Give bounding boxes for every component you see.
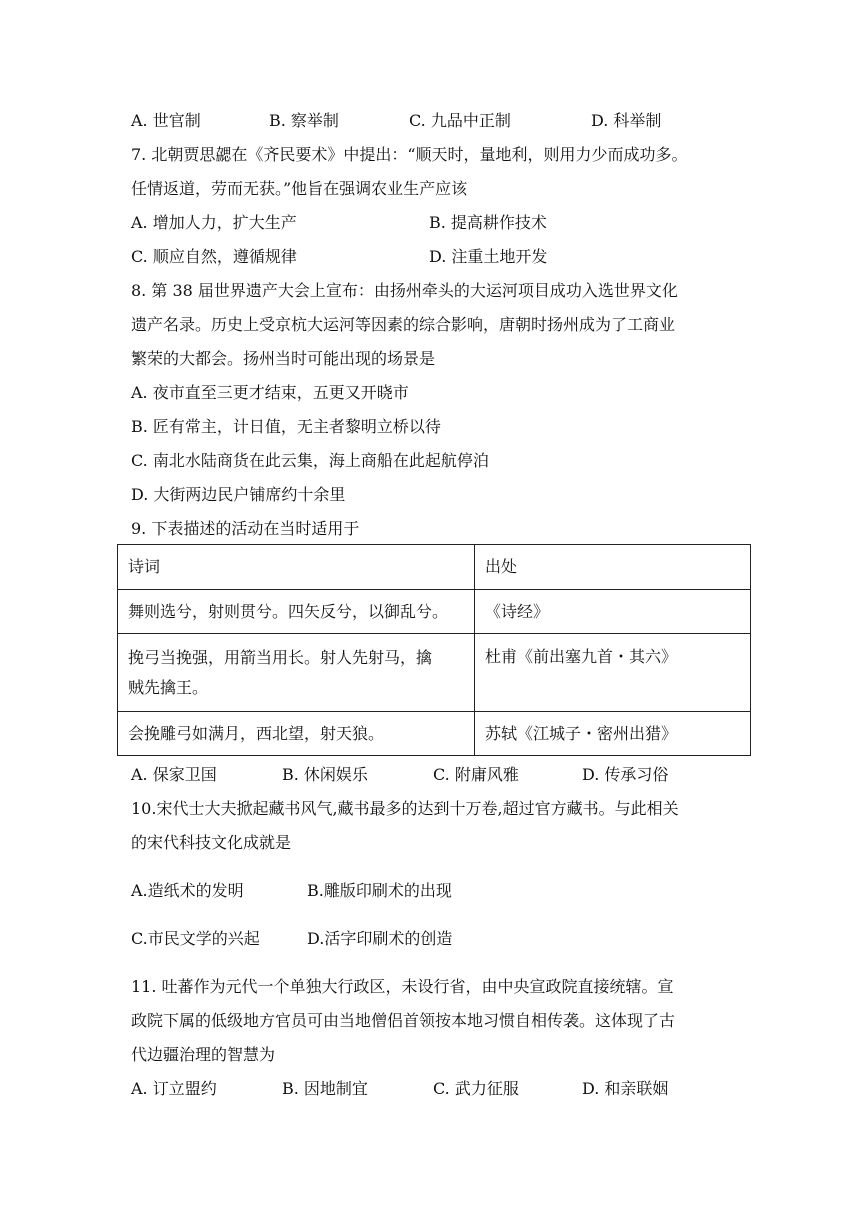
q8-option-b: B. 匠有常主，计日值，无主者黎明立桥以待 xyxy=(131,417,441,436)
q7-option-b: B. 提高耕作技术 xyxy=(429,213,547,232)
poem-table xyxy=(117,544,751,756)
q8-option-c: C. 南北水陆商货在此云集，海上商船在此起航停泊 xyxy=(131,451,489,470)
table-header-poem: 诗词 xyxy=(118,545,475,590)
q6-option-c: C. 九品中正制 xyxy=(409,111,511,130)
q11-option-c: C. 武力征服 xyxy=(433,1079,519,1098)
q8-option-a: A. 夜市直至三更才结束，五更又开晓市 xyxy=(131,383,409,402)
q11-stem-line-2: 政院下属的低级地方官员可由当地僧侣首领按本地习惯自相传袭。这体现了古 xyxy=(131,1011,676,1030)
q10-option-b: B.雕版印刷术的出现 xyxy=(307,881,452,900)
table-cell-source: 《诗经》 xyxy=(475,590,751,634)
q10-stem-line-1: 10.宋代士大夫掀起藏书风气,藏书最多的达到十万卷,超过官方藏书。与此相关 xyxy=(131,799,679,818)
q7-stem-line-2: 任情返道，劳而无获。”他旨在强调农业生产应该 xyxy=(131,179,468,198)
q11-stem-line-1: 11. 吐蕃作为元代一个单独大行政区，未设行省，由中央宣政院直接统辖。宣 xyxy=(131,977,674,996)
table-header-source: 出处 xyxy=(475,545,751,590)
q8-stem-line-3: 繁荣的大都会。扬州当时可能出现的场景是 xyxy=(131,349,436,368)
q10-option-d: D.活字印刷术的创造 xyxy=(307,929,453,948)
q9-option-a: A. 保家卫国 xyxy=(131,765,217,784)
q9-stem: 9. 下表描述的活动在当时适用于 xyxy=(131,519,360,538)
q8-option-d: D. 大街两边民户铺席约十余里 xyxy=(131,485,346,504)
q11-option-b: B. 因地制宜 xyxy=(282,1079,368,1098)
q11-stem-line-3: 代边疆治理的智慧为 xyxy=(131,1045,276,1064)
table-cell-poem xyxy=(118,634,475,712)
table-cell-poem: 会挽雕弓如满月，西北望，射天狼。 xyxy=(118,712,475,756)
q10-stem-line-2: 的宋代科技文化成就是 xyxy=(131,833,292,852)
q6-option-a: A. 世官制 xyxy=(131,111,201,130)
q6-option-d: D. 科举制 xyxy=(591,111,662,130)
q7-option-a: A. 增加人力，扩大生产 xyxy=(131,213,297,232)
q11-option-a: A. 订立盟约 xyxy=(131,1079,217,1098)
q11-option-d: D. 和亲联姻 xyxy=(582,1079,669,1098)
q8-stem-line-1: 8. 第 38 届世界遗产大会上宣布：由扬州牵头的大运河项目成功入选世界文化 xyxy=(131,281,678,300)
q9-option-d: D. 传承习俗 xyxy=(582,765,669,784)
table-cell-source: 杜甫《前出塞九首・其六》 xyxy=(475,634,751,712)
table-header-row xyxy=(118,545,751,590)
table-cell-poem: 舞则选兮，射则贯兮。四矢反兮，以御乱兮。 xyxy=(118,590,475,634)
q10-option-a: A.造纸术的发明 xyxy=(131,881,244,900)
q8-stem-line-2: 遗产名录。历史上受京杭大运河等因素的综合影响，唐朝时扬州成为了工商业 xyxy=(131,315,676,334)
q9-option-b: B. 休闲娱乐 xyxy=(282,765,368,784)
q7-stem-line-1: 7. 北朝贾思勰在《齐民要术》中提出：“顺天时，量地利，则用力少而成功多。 xyxy=(131,145,688,164)
q7-option-c: C. 顺应自然，遵循规律 xyxy=(131,247,297,266)
table-cell-source: 苏轼《江城子・密州出猎》 xyxy=(475,712,751,756)
q9-option-c: C. 附庸风雅 xyxy=(433,765,519,784)
table-row xyxy=(118,634,751,712)
table-row xyxy=(118,590,751,634)
table-cell-poem-line-1: 挽弓当挽强，用箭当用长。射人先射马，擒 xyxy=(128,647,433,667)
q6-option-b: B. 察举制 xyxy=(269,111,339,130)
q7-option-d: D. 注重土地开发 xyxy=(429,247,548,266)
table-cell-poem-line-2: 贼先擒王。 xyxy=(128,677,209,697)
table-row xyxy=(118,712,751,756)
q10-option-c: C.市民文学的兴起 xyxy=(131,929,260,948)
